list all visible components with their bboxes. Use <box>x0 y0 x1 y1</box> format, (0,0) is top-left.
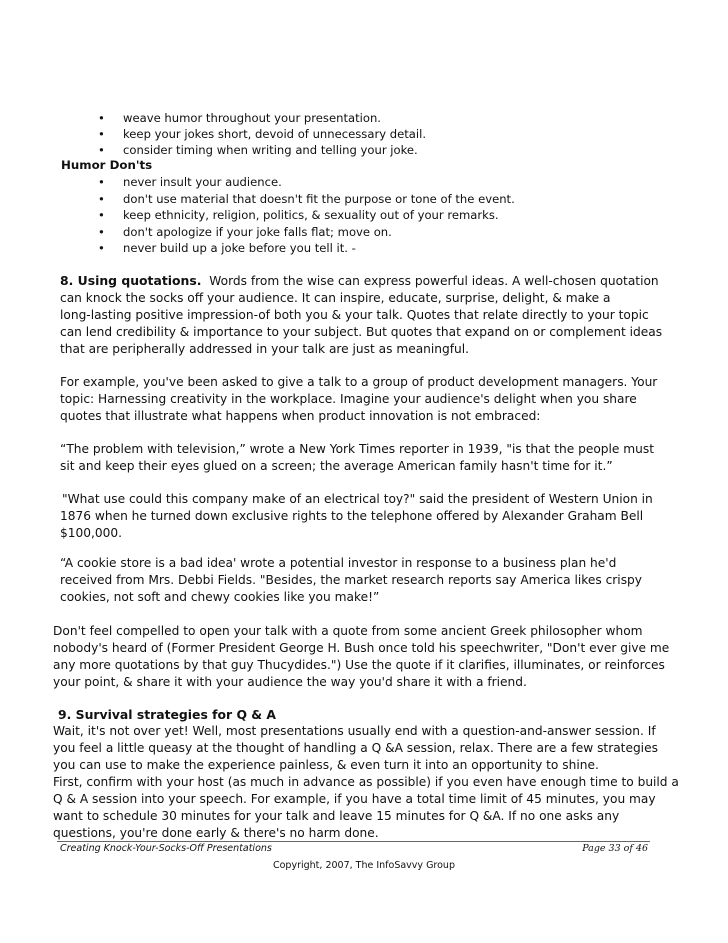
quote-line: cookies, not soft and chewy cookies like you make!” <box>60 590 380 604</box>
quote-line: "What use could this company make of an electrical toy?" said the president of Western Union in <box>62 492 653 506</box>
quote-line: sit and keep their eyes glued on a screen; the average American family hasn't time for it.” <box>60 459 613 473</box>
paragraph-line: For example, you've been asked to give a talk to a group of product development managers. Your <box>60 375 658 389</box>
paragraph-line: can knock the socks off your audience. It can inspire, educate, surprise, delight, & make a <box>60 291 611 305</box>
paragraph-line: your point, & share it with your audience the way you'd share it with a friend. <box>53 675 527 689</box>
paragraph-line: want to schedule 30 minutes for your talk and leave 15 minutes for Q &A. If no one asks any <box>53 809 620 823</box>
footer-page-number: Page 33 of 46 <box>582 843 648 854</box>
bullet-icon: • <box>98 127 105 141</box>
bullet-icon: • <box>98 225 105 239</box>
section-8-heading: 8. Using quotations. <box>60 273 202 288</box>
paragraph-line: topic: Harnessing creativity in the workplace. Imagine your audience's delight when you share <box>60 392 637 406</box>
footer-copyright: Copyright, 2007, The InfoSavvy Group <box>272 860 455 871</box>
paragraph-line: Q & A session into your speech. For example, if you have a total time limit of 45 minutes, you may <box>53 792 656 806</box>
section-8-first-line: 8. Using quotations. Words from the wise can express powerful ideas. A well-chosen quotation <box>60 273 659 288</box>
paragraph-line: Wait, it's not over yet! Well, most presentations usually end with a question-and-answer session. If <box>53 724 656 738</box>
quote-line: $100,000. <box>60 526 123 540</box>
paragraph-line: First, confirm with your host (as much in advance as possible) if you even have enough time to build a <box>53 775 679 789</box>
bullet-icon: • <box>98 208 105 222</box>
quote-line: received from Mrs. Debbi Fields. "Besides, the market research reports say America likes crispy <box>60 573 642 587</box>
paragraph-line: quotes that illustrate what happens when product innovation is not embraced: <box>60 409 541 423</box>
humor-donts-heading: Humor Don'ts <box>61 158 153 172</box>
paragraph-line: Don't feel compelled to open your talk with a quote from some ancient Greek philosopher whom <box>53 624 643 638</box>
bullet-icon: • <box>98 111 105 125</box>
footer-title: Creating Knock-Your-Socks-Off Presentations <box>60 843 272 854</box>
bullet-icon: • <box>98 192 105 206</box>
document-page: • weave humor throughout your presentation. • keep your jokes short, devoid of unnecessary detail. • consider timing when writing and telling your joke. Humor Don'ts • never insult your audience. • don't use material that doesn't fit the purpose or tone of the event. • keep ethnicity, religion, politics, & sexuality out of your remarks. • don't apologize if your joke falls flat; move on. • never build up a joke before you tell it. - 8. Using quotations. Words from the wise can express powerful ideas. A well-chosen quotation can knock the socks off your audience. It can inspire, educate, surprise, delight, & make a long-lasting positive impression-of both you & your talk. Quotes that relate directly to your topic can lend credibility & importance to your subject. But quotes that expand on or complement ideas that are peripherally addressed in your talk are just as meaningful. For example, you've been asked to give a talk to a group of product development managers. Your topic: Harnessing creativity in the workplace. Imagine your audience's delight when you share quotes that illustrate what happens when product innovation is not embraced: “The problem with television,” wrote a New York Times reporter in 1939, "is that the people must sit and keep their eyes glued on a screen; the average American family hasn't time for it.” "What use could this company make of an electrical toy?" said the president of Western Union in 1876 when he turned down exclusive rights to the telephone offered by Alexander Graham Bell $100,000. “A cookie store is a bad idea' wrote a potential investor in response to a business plan he'd received from Mrs. Debbi Fields. "Besides, the market research reports say America likes crispy cookies, not soft and chewy cookies like you make!” Don't feel compelled to open your talk with a quote from some ancient Greek philosopher whom nobody's heard of (Former President George H. Bush once told his speechwriter, "Don't ever give me any more quotations by that guy Thucydides.") Use the quote if it clarifies, illuminates, or reinforces your point, & share it with your audience the way you'd share it with a friend. 9. Survival strategies for Q & A Wait, it's not over yet! Well, most presentations usually end with a question-and-answer session. If you feel a little queasy at the thought of handling a Q &A session, relax. There are a few strategies you can use to make the experience painless, & even turn it into an opportunity to shine. First, confirm with your host (as much in advance as possible) if you even have enough time to build a Q & A session into your speech. For example, if you have a total time limit of 45 minutes, you may want to schedule 30 minutes for your talk and leave 15 minutes for Q &A. If no one asks any questions, you're done early & there's no harm done. Creating Knock-Your-Socks-Off Presentations Page 33 of 46 Copyright, 2007, The InfoSavvy Group <box>0 0 728 943</box>
footer-divider <box>57 841 650 842</box>
bullet-icon: • <box>98 175 105 189</box>
paragraph-line: that are peripherally addressed in your talk are just as meaningful. <box>60 342 470 356</box>
section-9-heading: 9. Survival strategies for Q & A <box>58 707 277 722</box>
bullet-icon: • <box>98 241 105 255</box>
paragraph-line: you can use to make the experience painless, & even turn it into an opportunity to shine. <box>53 758 599 772</box>
paragraph-line: questions, you're done early & there's no harm done. <box>53 826 379 840</box>
quote-line: “The problem with television,” wrote a New York Times reporter in 1939, "is that the people must <box>60 442 654 456</box>
paragraph-line: any more quotations by that guy Thucydides.") Use the quote if it clarifies, illuminates, or reinforces <box>53 658 665 672</box>
quote-line: “A cookie store is a bad idea' wrote a potential investor in response to a business plan he'd <box>60 556 617 570</box>
paragraph-line: nobody's heard of (Former President George H. Bush once told his speechwriter, "Don't ever give me <box>53 641 670 655</box>
paragraph-line: can lend credibility & importance to your subject. But quotes that expand on or complement ideas <box>60 325 663 339</box>
bullet-icon: • <box>98 143 105 157</box>
quote-line: 1876 when he turned down exclusive rights to the telephone offered by Alexander Graham Bell <box>60 509 644 523</box>
paragraph-line: you feel a little queasy at the thought of handling a Q &A session, relax. There are a few strategies <box>53 741 658 755</box>
paragraph-line: long-lasting positive impression-of both you & your talk. Quotes that relate directly to your topic <box>60 308 649 322</box>
